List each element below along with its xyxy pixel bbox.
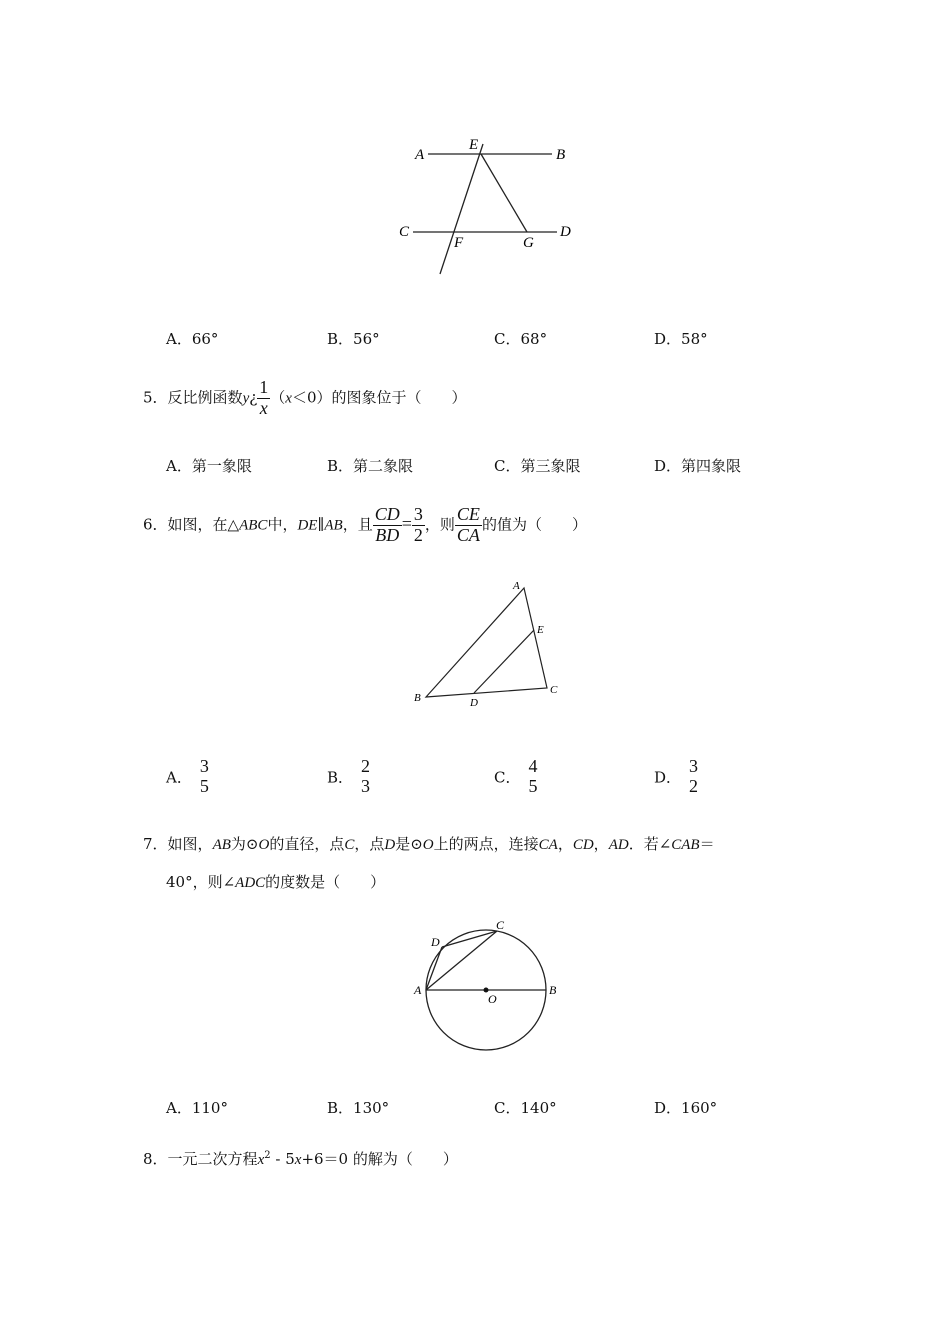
q6-stem: 6．如图，在△ABC中，DE∥AB，且 $\frac{CD}{BD}$ = $\frac{3}{2}$ ，则 $\frac{CE}{CA}$ 的值为（ ） — [143, 504, 587, 545]
q7-number: 7． — [143, 835, 168, 853]
label-a: A — [415, 147, 425, 163]
label-c: C — [550, 684, 558, 696]
q8-stem: 8．一元二次方程$x^2 - 5x+6=0$ 的解为（ ） — [143, 1150, 458, 1168]
q7-option-b[interactable]: B．130° — [327, 1099, 390, 1117]
q7-option-d[interactable]: D．160° — [654, 1099, 718, 1117]
label-a: A — [414, 983, 422, 997]
q6-option-b[interactable]: B． 2 3 — [327, 756, 371, 796]
q5-stem: 5．反比例函数y¿ $\frac{1}{x}$ （x＜0）的图象位于（ ） — [143, 377, 467, 418]
label-g: G — [523, 235, 534, 251]
parallel-lines-figure — [395, 130, 585, 280]
segment-de — [474, 630, 534, 693]
label-b: B — [549, 983, 557, 997]
q4-option-d[interactable]: D．58° — [654, 330, 708, 348]
label-e: E — [537, 624, 544, 636]
q7-option-c[interactable]: C．140° — [494, 1099, 557, 1117]
label-e: E — [469, 137, 479, 153]
q4-option-b[interactable]: B．56° — [327, 330, 380, 348]
label-o: O — [488, 992, 497, 1006]
q7-option-a[interactable]: A．110° — [166, 1099, 228, 1117]
q5-option-b[interactable]: B．第二象限 — [327, 457, 414, 475]
q6-number: 6． — [143, 515, 168, 534]
line-ef — [440, 144, 483, 274]
q5-option-a[interactable]: A．第一象限 — [166, 457, 252, 475]
q5-option-d[interactable]: D．第四象限 — [654, 457, 742, 475]
q4-option-c[interactable]: C．68° — [494, 330, 548, 348]
q5-fraction: $\frac{1}{x}$ — [259, 377, 269, 418]
q6-option-d[interactable]: D． 3 2 — [654, 756, 699, 796]
q5-option-c[interactable]: C．第三象限 — [494, 457, 581, 475]
q6-fraction-3-2: $\frac{3}{2}$ — [413, 504, 423, 545]
q5-number: 5． — [143, 388, 168, 407]
label-a: A — [513, 580, 520, 592]
label-d: D — [470, 697, 478, 709]
label-d: D — [560, 224, 571, 240]
q6-fraction-cd-bd: $\frac{CD}{BD}$ — [374, 504, 400, 545]
q7-stem-line2: 40°，则∠ADC的度数是（ ） — [166, 873, 386, 891]
label-c: C — [399, 224, 410, 240]
q6-option-a[interactable]: A． 3 5 — [166, 756, 209, 796]
q8-number: 8． — [143, 1150, 168, 1168]
q6-fraction-ce-ca: $\frac{CE}{CA}$ — [456, 504, 480, 545]
line-eg — [481, 154, 527, 232]
label-c: C — [496, 918, 505, 932]
label-d: D — [431, 935, 440, 949]
label-b: B — [414, 692, 421, 704]
q7-stem-line1: 7．如图，AB为⊙O的直径，点C，点D是⊙O上的两点，连接CA，CD，AD．若∠CAB＝ — [143, 835, 715, 853]
circle-figure — [405, 915, 565, 1055]
q4-option-a[interactable]: A．66° — [166, 330, 219, 348]
label-b: B — [556, 147, 566, 163]
chord-dc — [442, 931, 497, 947]
label-f: F — [454, 235, 464, 251]
triangle-figure — [405, 575, 565, 710]
q6-option-c[interactable]: C． 4 5 — [494, 756, 538, 796]
